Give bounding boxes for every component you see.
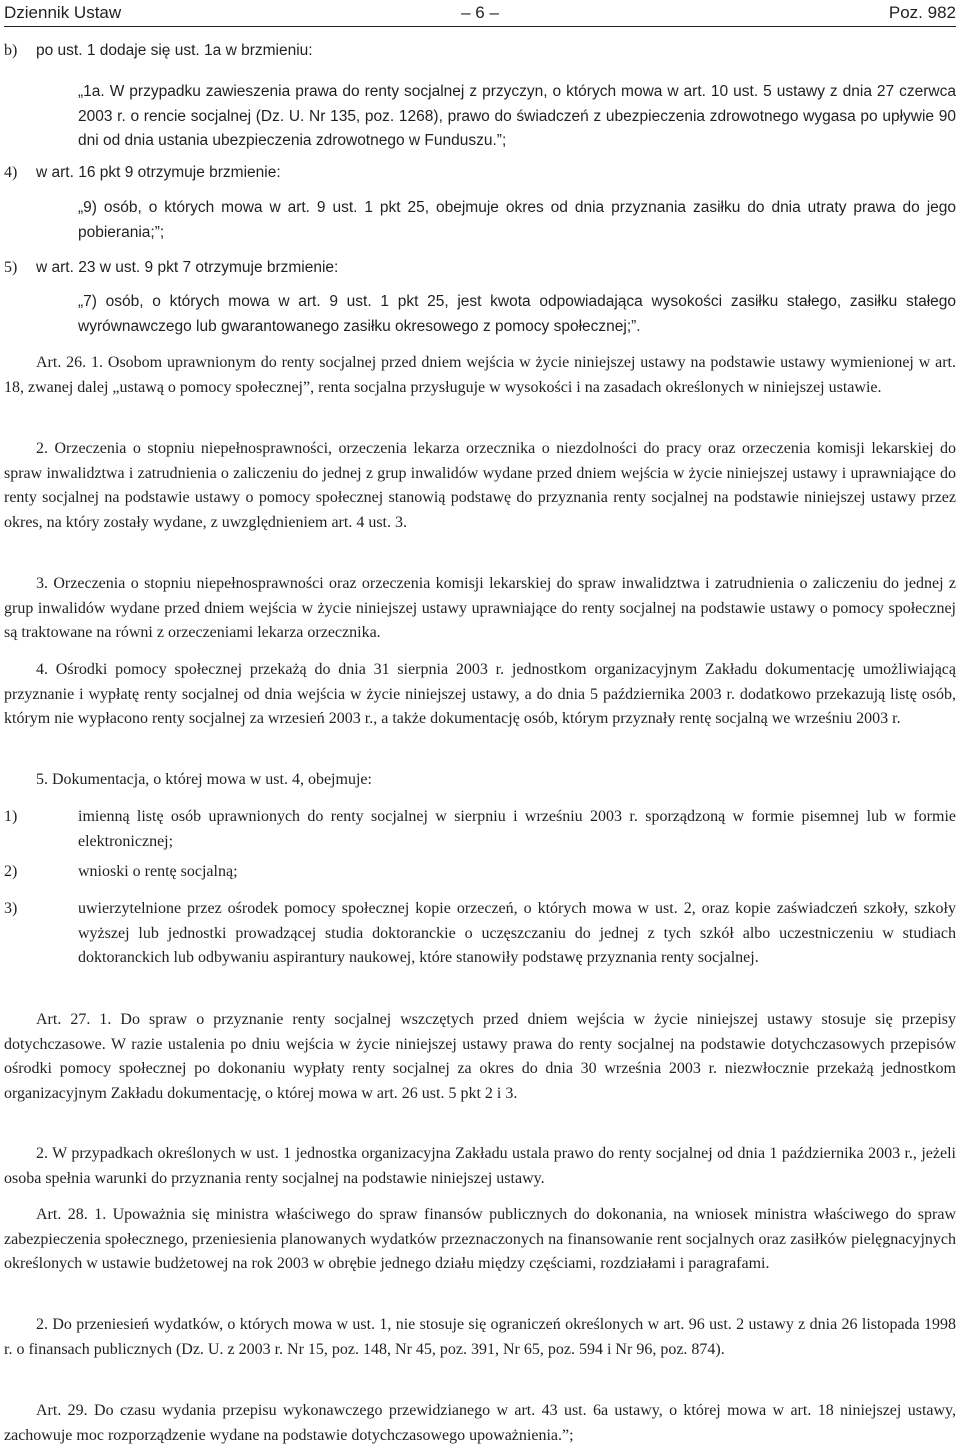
list-item-1-text: imienną listę osób uprawnionych do renty socjalnej w sierpniu i wrześniu 2003 r. sporządzoną w formie pisemnej lub w formie elektronicznej; xyxy=(78,808,956,850)
point-4-label: 4) xyxy=(4,164,18,181)
art-27-ust-2: 2. W przypadkach określonych w ust. 1 jednostka organizacyjna Zakładu ustala prawo do renty socjalnej od dnia 1 października 2003 r., jeżeli osoba spełnia warunki do przyznania renty socjalnej na podstawie niniejszej ustawy. xyxy=(4,1145,956,1187)
art-29: Art. 29. Do czasu wydania przepisu wykonawczego przewidzianego w art. 43 ust. 6a ustawy, o której mowa w art. 18 niniejszej ustawy, zachowuje moc rozporządzenie wydane na podstawie dotychczasowego upoważnienia.”; xyxy=(4,1402,956,1444)
page-number: – 6 – xyxy=(461,3,499,22)
point-5-text: w art. 23 w ust. 9 pkt 7 otrzymuje brzmienie: xyxy=(36,259,339,276)
page-header xyxy=(0,0,960,26)
header-rule xyxy=(4,26,956,27)
art-26-ust-3: 3. Orzeczenia o stopniu niepełnosprawności oraz orzeczenia komisji lekarskiej do spraw inwalidztwa i zatrudnienia o zaliczeniu do jednej z grup inwalidów wydane przed dniem wejścia w życie niniejszej ustawy uprawniające do renty socjalnej na podstawie ustawy o pomocy społecznej są traktowane na równi z orzeczeniami lekarza orzecznika. xyxy=(4,575,956,641)
point-4-text: w art. 16 pkt 9 otrzymuje brzmienie: xyxy=(36,164,281,181)
art-27-ust-1: Art. 27. 1. Do spraw o przyznanie renty socjalnej wszczętych przed dniem wejścia w życie niniejszej ustawy stosuje się przepisy dotychczasowe. W razie ustalenia po dniu wejścia w życie niniejszej ustawy prawa do renty socjalnej na podstawie dotychczasowych przepisów ośrodki pomocy społecznej po dokonaniu wypłaty renty socjalnej za okres do dnia 30 września 2003 r. niezwłocznie przekażą jednostkom organizacyjnym Zakładu dokumentację, o której mowa w art. 26 ust. 5 pkt 2 i 3. xyxy=(4,1011,956,1102)
art-26-ust-1: Art. 26. 1. Osobom uprawnionym do renty socjalnej przed dniem wejścia w życie niniejszej ustawy na podstawie ustawy wymienionej w art. 18, zwanej dalej „ustawą o pomocy społecznej”, renta socjalna przysługuje w wysokości i na zasadach określonych w niniejszej ustawie. xyxy=(4,354,956,396)
item-b-label: b) xyxy=(4,42,18,59)
art-28-ust-1: Art. 28. 1. Upoważnia się ministra właściwego do spraw finansów publicznych do dokonania, na wniosek ministra właściwego do spraw zabezpieczenia społecznego, przeniesienia planowanych wydatków przeznaczonych na finansowanie rent socjalnych oraz zasiłków pielęgnacyjnych określonych w ustawie budżetowej na rok 2003 w obrębie jednego działu między częściami, rozdziałami i paragrafami. xyxy=(4,1206,956,1272)
item-b-quote: „1a. W przypadku zawieszenia prawa do renty socjalnej z przyczyn, o których mowa w art. 10 ust. 5 ustawy z dnia 27 czerwca 2003 r. o rencie socjalnej (Dz. U. Nr 135, poz. 1268), prawo do świadczeń z ubezpieczenia zdrowotnego wygasa po upływie 90 dni od dnia ustania ubezpieczenia zdrowotnego w Funduszu.”; xyxy=(78,83,956,149)
art-28-ust-2: 2. Do przeniesień wydatków, o których mowa w ust. 1, nie stosuje się ograniczeń określonych w art. 96 ust. 2 ustawy z dnia 26 listopada 1998 r. o finansach publicznych (Dz. U. z 2003 r. Nr 15, poz. 148, Nr 45, poz. 391, Nr 65, poz. 594 i Nr 96, poz. 874). xyxy=(4,1316,956,1358)
position-number: Poz. 982 xyxy=(888,3,956,22)
art-26-ust-4: 4. Ośrodki pomocy społecznej przekażą do dnia 31 sierpnia 2003 r. jednostkom organizacyjnym Zakładu dokumentację umożliwiającą przyznanie i wypłatę renty socjalnej od dnia wejścia w życie niniejszej ustawy, a do dnia 5 października 2003 r. dodatkowo przekazują listę osób, którym nie wypłacono renty socjalnej za wrzesień 2003 r., a także dokumentację osób, którym przyznały rentę socjalną we wrześniu 2003 r. xyxy=(4,661,956,727)
list-item-3-label: 3) xyxy=(4,900,18,917)
art-26-ust-2: 2. Orzeczenia o stopniu niepełnosprawności, orzeczenia lekarza orzecznika o niezdolności do pracy oraz orzeczenia komisji lekarskiej do spraw inwalidztwa i zatrudnienia o zaliczeniu do jednej z grup inwalidów wydane przed dniem wejścia w życie niniejszej ustawy i uprawniające do renty socjalnej na podstawie ustawy o pomocy społecznej stanowią podstawę do przyznania renty socjalnej na podstawie niniejszej ustawy przez okres, na który zostały wydane, z uwzględnieniem art. 4 ust. 3. xyxy=(4,440,956,531)
list-item-1-label: 1) xyxy=(4,808,18,825)
art-26-ust-5: 5. Dokumentacja, o której mowa w ust. 4, obejmuje: xyxy=(36,771,372,788)
list-item-2-text: wnioski o rentę socjalną; xyxy=(78,863,238,880)
journal-title: Dziennik Ustaw xyxy=(4,3,122,22)
list-item-2-label: 2) xyxy=(4,863,18,880)
point-5-quote: „7) osób, o których mowa w art. 9 ust. 1 pkt 25, jest kwota odpowiadająca wysokości zasiłku stałego, zasiłku stałego wyrównawczego lub gwarantowanego zasiłku okresowego z pomocy społecznej;”. xyxy=(78,293,956,335)
point-5-label: 5) xyxy=(4,259,18,276)
point-4-quote: „9) osób, o których mowa w art. 9 ust. 1 pkt 25, obejmuje okres od dnia przyznania zasiłku do dnia utraty prawa do jego pobierania;”; xyxy=(78,199,956,241)
list-item-3-text: uwierzytelnione przez ośrodek pomocy społecznej kopie orzeczeń, o których mowa w ust. 2, oraz kopie zaświadczeń szkoły, szkoły wyższej lub jednostki prowadzącej studia doktoranckie o uczęszczaniu do jednej z tych szkół albo uczestniczeniu w studiach doktoranckich lub odbywaniu aspirantury naukowej, które stanowiły podstawę przyznania renty socjalnej. xyxy=(78,900,956,966)
item-b-text: po ust. 1 dodaje się ust. 1a w brzmieniu: xyxy=(36,42,313,59)
